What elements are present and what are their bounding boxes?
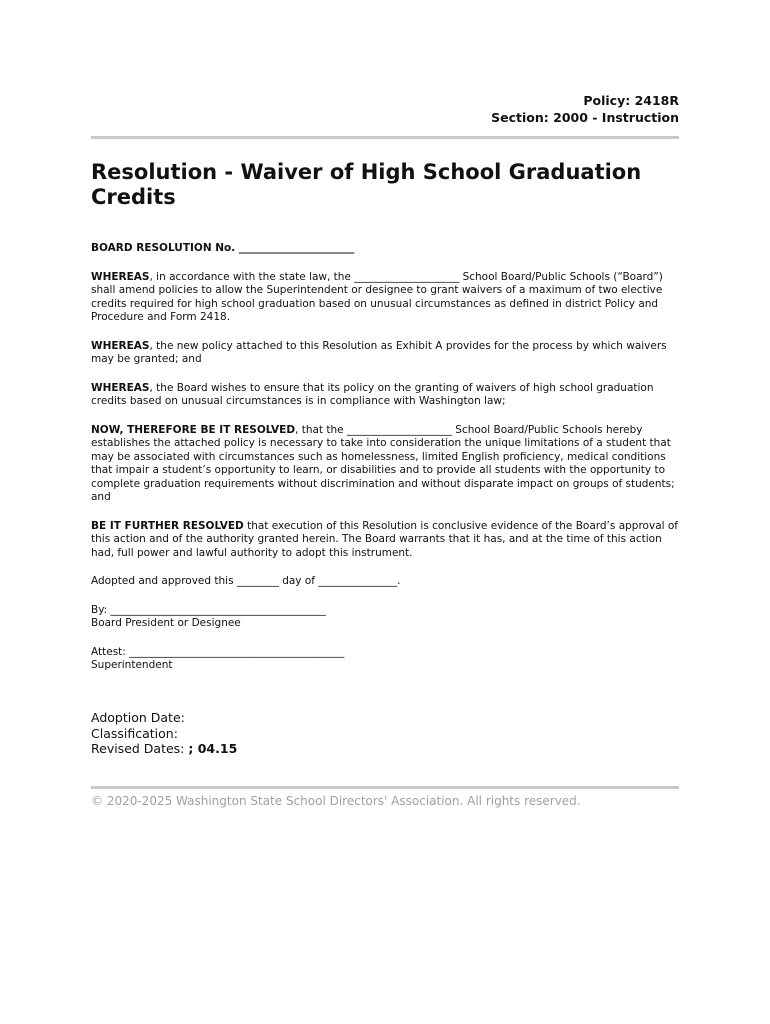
adoption-info <box>91 710 237 757</box>
further-resolved-paragraph <box>91 520 681 561</box>
paragraph-lead: WHEREAS <box>91 270 150 283</box>
paragraph-text: , that the ____________________ School Board/Public Schools hereby establishes the attached policy is necessary to take into consideration the unique limitations of a student that may be associated with circumstances such as homelessness, limited English proficiency, medical conditions that impair a student’s opportunity to learn, or disabilities and to provide all students with the opportunity to complete graduation requirements without discrimination and without disparate impact on groups of students; and <box>91 423 675 503</box>
policy-number: Policy: 2418R <box>583 93 679 108</box>
revised-dates-value: ; 04.15 <box>188 741 238 756</box>
copyright-notice: © 2020-2025 Washington State School Directors' Association. All rights reserved. <box>91 794 581 808</box>
policy-section: Section: 2000 - Instruction <box>491 110 679 125</box>
adoption-date-label: Adoption Date: <box>91 710 185 725</box>
by-signature-line: By: _________________________________________ <box>91 603 326 616</box>
policy-header <box>491 92 679 126</box>
attest-signature-block <box>91 646 681 673</box>
whereas-paragraph-1 <box>91 271 681 325</box>
attest-signature-title: Superintendent <box>91 659 173 671</box>
revised-dates <box>91 741 237 757</box>
board-resolution-number: BOARD RESOLUTION No. ______________________ <box>91 242 355 254</box>
paragraph-lead: WHEREAS <box>91 381 150 394</box>
attest-signature-line: Attest: _________________________________________ <box>91 645 345 658</box>
paragraph-lead: NOW, THEREFORE BE IT RESOLVED <box>91 423 296 436</box>
adopted-line: Adopted and approved this ________ day of _______________. <box>91 575 401 587</box>
classification-label: Classification: <box>91 725 178 741</box>
document-body <box>91 242 681 688</box>
paragraph-text: , the Board wishes to ensure that its policy on the granting of waivers of high school graduation credits based on unusual circumstances is in compliance with Washington law; <box>91 381 654 407</box>
by-signature-title: Board President or Designee <box>91 617 241 629</box>
whereas-paragraph-3 <box>91 382 681 409</box>
revised-dates-label: Revised Dates: <box>91 741 189 756</box>
resolved-paragraph <box>91 424 681 505</box>
paragraph-lead: WHEREAS <box>91 339 150 352</box>
top-divider <box>91 136 679 139</box>
president-signature-block <box>91 604 681 631</box>
whereas-paragraph-2 <box>91 340 681 367</box>
paragraph-text: , in accordance with the state law, the ____________________ School Board/Public Schools (“Board”) shall amend policies to allow the Superintendent or designee to grant waivers of a maximum of two elective credits required for high school graduation based on unusual circumstances as defined in district Policy and Procedure and Form 2418. <box>91 270 663 323</box>
paragraph-text: that execution of this Resolution is conclusive evidence of the Board’s approval of this action and of the authority granted herein. The Board warrants that it has, and at the time of this action had, full power and lawful authority to adopt this instrument. <box>91 519 679 559</box>
bottom-divider <box>91 786 679 789</box>
paragraph-text: , the new policy attached to this Resolution as Exhibit A provides for the process by which waivers may be granted; and <box>91 339 667 365</box>
document-title: Resolution - Waiver of High School Graduation Credits <box>91 160 642 209</box>
paragraph-lead: BE IT FURTHER RESOLVED <box>91 519 244 532</box>
